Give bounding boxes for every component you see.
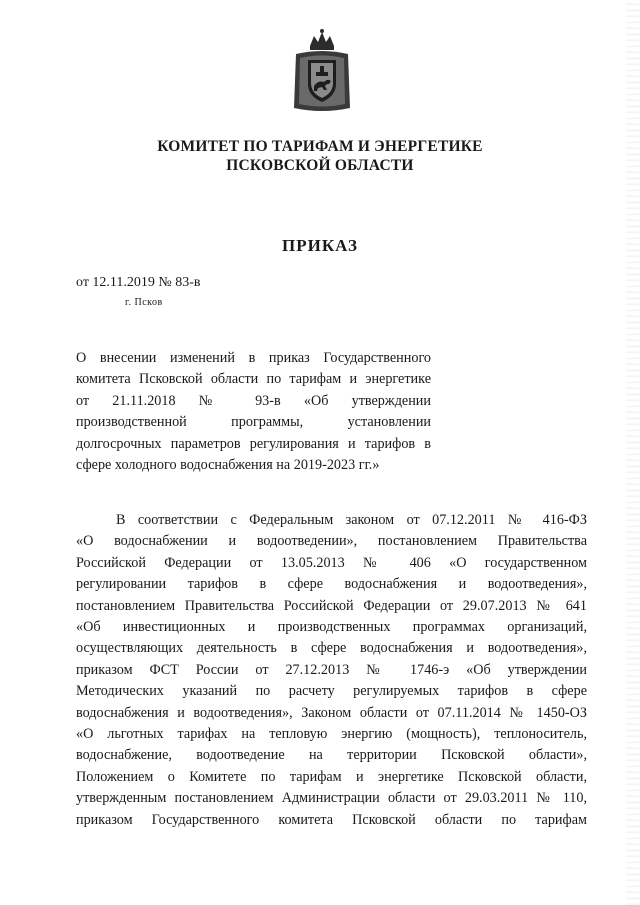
city-name: г. Псков [125, 297, 163, 308]
subject-block [76, 348, 431, 476]
body-line: регулировании тарифов в сфере водоснабжения и водоотведения», [76, 576, 587, 593]
pskov-coat-of-arms-icon [290, 28, 354, 114]
body-line: водоснабжения и водоотведения», Законом области от 07.11.2014 № 1450-ОЗ [76, 704, 587, 721]
org-name-line2: ПСКОВСКОЙ ОБЛАСТИ [226, 157, 414, 174]
scan-edge-artifact [626, 0, 640, 905]
body-line: Методических указаний по расчету регулируемых тарифов в сфере [76, 683, 587, 700]
subject-line: комитета Псковской области по тарифам и энергетике [76, 371, 431, 388]
body-line: «О льготных тарифах на тепловую энергию (мощность), теплоноситель, [76, 726, 587, 743]
subject-line: О внесении изменений в приказ Государственного [76, 350, 431, 366]
subject-line: от 21.11.2018 № 93-в «Об утверждении [76, 392, 431, 409]
body-line: Положением о Комитете по тарифам и энергетике Псковской области, [76, 768, 587, 785]
subject-line: сфере холодного водоснабжения на 2019-2023 гг.» [76, 457, 380, 474]
body-line: «О водоснабжении и водоотведении», постановлением Правительства [76, 533, 587, 550]
body-line: Российской Федерации от 13.05.2013 № 406 «О государственном [76, 554, 587, 571]
document-type-title: ПРИКАЗ [282, 236, 358, 255]
body-line: водоснабжение, водоотведение на территории Псковской области», [76, 747, 587, 764]
body-line: осуществляющих деятельность в сфере водоснабжения и водоотведения», [76, 640, 587, 657]
body-line: утвержденным постановлением Администрации области от 29.03.2011 № 110, [76, 790, 587, 807]
body-line: постановлением Правительства Российской Федерации от 29.07.2013 № 641 [76, 597, 587, 614]
body-line: приказом ФСТ России от 27.12.2013 № 1746-э «Об утверждении [76, 661, 587, 678]
body-line: «Об инвестиционных и производственных программах организаций, [76, 619, 587, 636]
subject-line: производственной программы, установлении [76, 414, 431, 431]
body-text [76, 510, 587, 831]
body-line: приказом Государственного комитета Псковской области по тарифам [76, 811, 587, 828]
org-name-line1: КОМИТЕТ ПО ТАРИФАМ И ЭНЕРГЕТИКЕ [157, 138, 483, 155]
subject-line: долгосрочных параметров регулирования и тарифов в [76, 435, 431, 452]
body-line: В соответствии с Федеральным законом от 07.12.2011 № 416-ФЗ [116, 512, 587, 528]
date-number: от 12.11.2019 № 83-в [76, 275, 201, 290]
